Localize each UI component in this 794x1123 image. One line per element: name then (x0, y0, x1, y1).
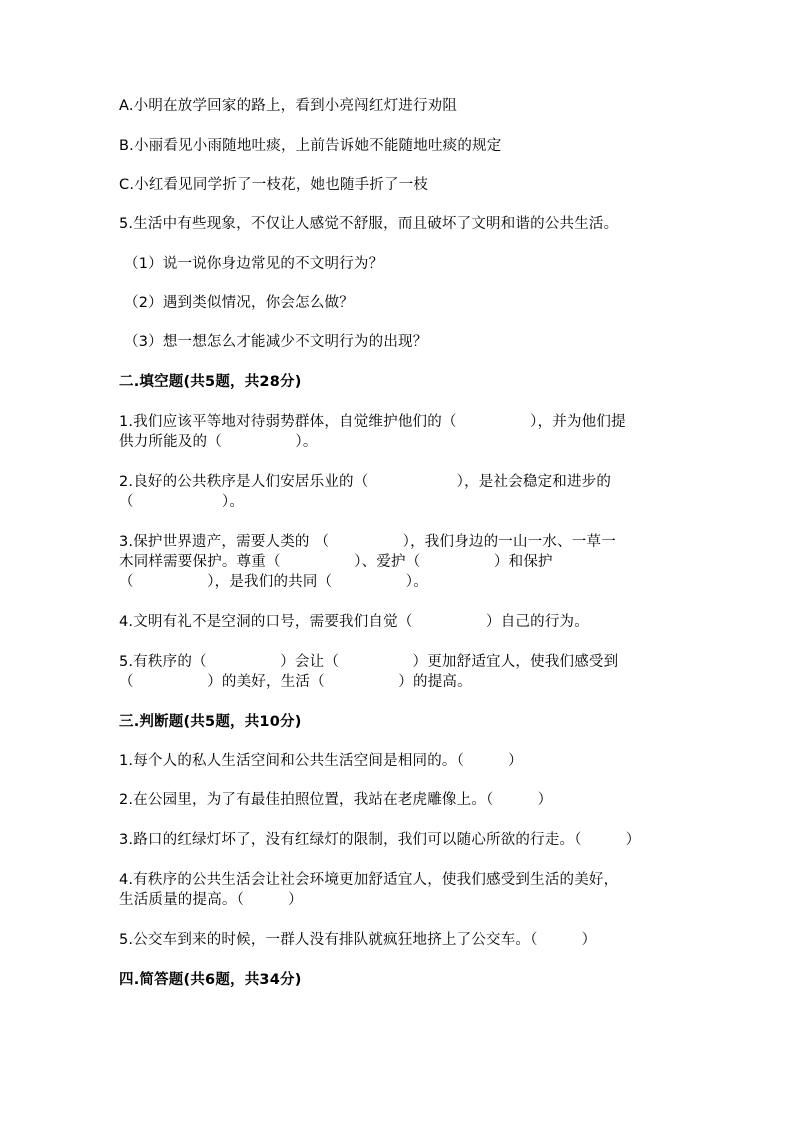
question-5-stem: 5.生活中有些现象，不仅让人感觉不舒服，而且破坏了文明和谐的公共生活。 (119, 216, 619, 232)
section-2-heading: 二.填空题(共5题，共28分) (119, 374, 302, 390)
fill-q3-line-2: 木同样需要保护。尊重（ ）、爱护（ ）和保护 (119, 554, 553, 570)
question-5-sub-1: （1）说一说你身边常见的不文明行为？ (124, 256, 384, 272)
section-4-heading: 四.简答题(共6题，共34分) (119, 972, 302, 988)
fill-q1-line-2: 供力所能及的（ ）。 (119, 434, 318, 450)
judge-q5: 5.公交车到来的时候，一群人没有排队就疯狂地挤上了公交车。（ ） (119, 932, 597, 948)
fill-q2-line-1: 2.良好的公共秩序是人们安居乐业的（ ），是社会稳定和进步的 (119, 474, 612, 490)
fill-q3-line-1: 3.保护世界遗产，需要人类的 （ ），我们身边的一山一水、一草一 (119, 534, 616, 550)
judge-q3: 3.路口的红绿灯坏了，没有红绿灯的限制，我们可以随心所欲的行走。（ ） (119, 832, 641, 848)
option-c: C.小红看见同学折了一枝花，她也随手折了一枝 (119, 177, 429, 193)
judge-q1: 1.每个人的私人生活空间和公共生活空间是相同的。（ ） (119, 753, 523, 769)
judge-q4-line-1: 4.有秩序的公共生活会让社会环境更加舒适宜人，使我们感受到生活的美好， (119, 872, 619, 888)
question-5-sub-3: （3）想一想怎么才能减少不文明行为的出现？ (124, 334, 428, 350)
question-5-sub-2: （2）遇到类似情况，你会怎么做？ (124, 295, 354, 311)
judge-q4-line-2: 生活质量的提高。（ ） (119, 892, 303, 908)
fill-q5-line-1: 5.有秩序的（ ）会让（ ）更加舒适宜人，使我们感受到 (119, 654, 619, 670)
fill-q5-line-2: （ ）的美好，生活（ ）的提高。 (119, 674, 472, 690)
section-3-heading: 三.判断题(共5题，共10分) (119, 714, 302, 730)
option-a: A.小明在放学回家的路上，看到小亮闯红灯进行劝阻 (119, 98, 458, 114)
fill-q4-line-1: 4.文明有礼不是空洞的口号，需要我们自觉（ ）自己的行为。 (119, 614, 589, 630)
fill-q3-line-3: （ ），是我们的共同（ ）。 (119, 574, 428, 590)
fill-q1-line-1: 1.我们应该平等地对待弱势群体，自觉维护他们的（ ），并为他们提 (119, 414, 626, 430)
option-b: B.小丽看见小雨随地吐痰，上前告诉她不能随地吐痰的规定 (119, 138, 502, 154)
fill-q2-line-2: （ ）。 (119, 494, 245, 510)
judge-q2: 2.在公园里，为了有最佳拍照位置，我站在老虎雕像上。（ ） (119, 792, 553, 808)
